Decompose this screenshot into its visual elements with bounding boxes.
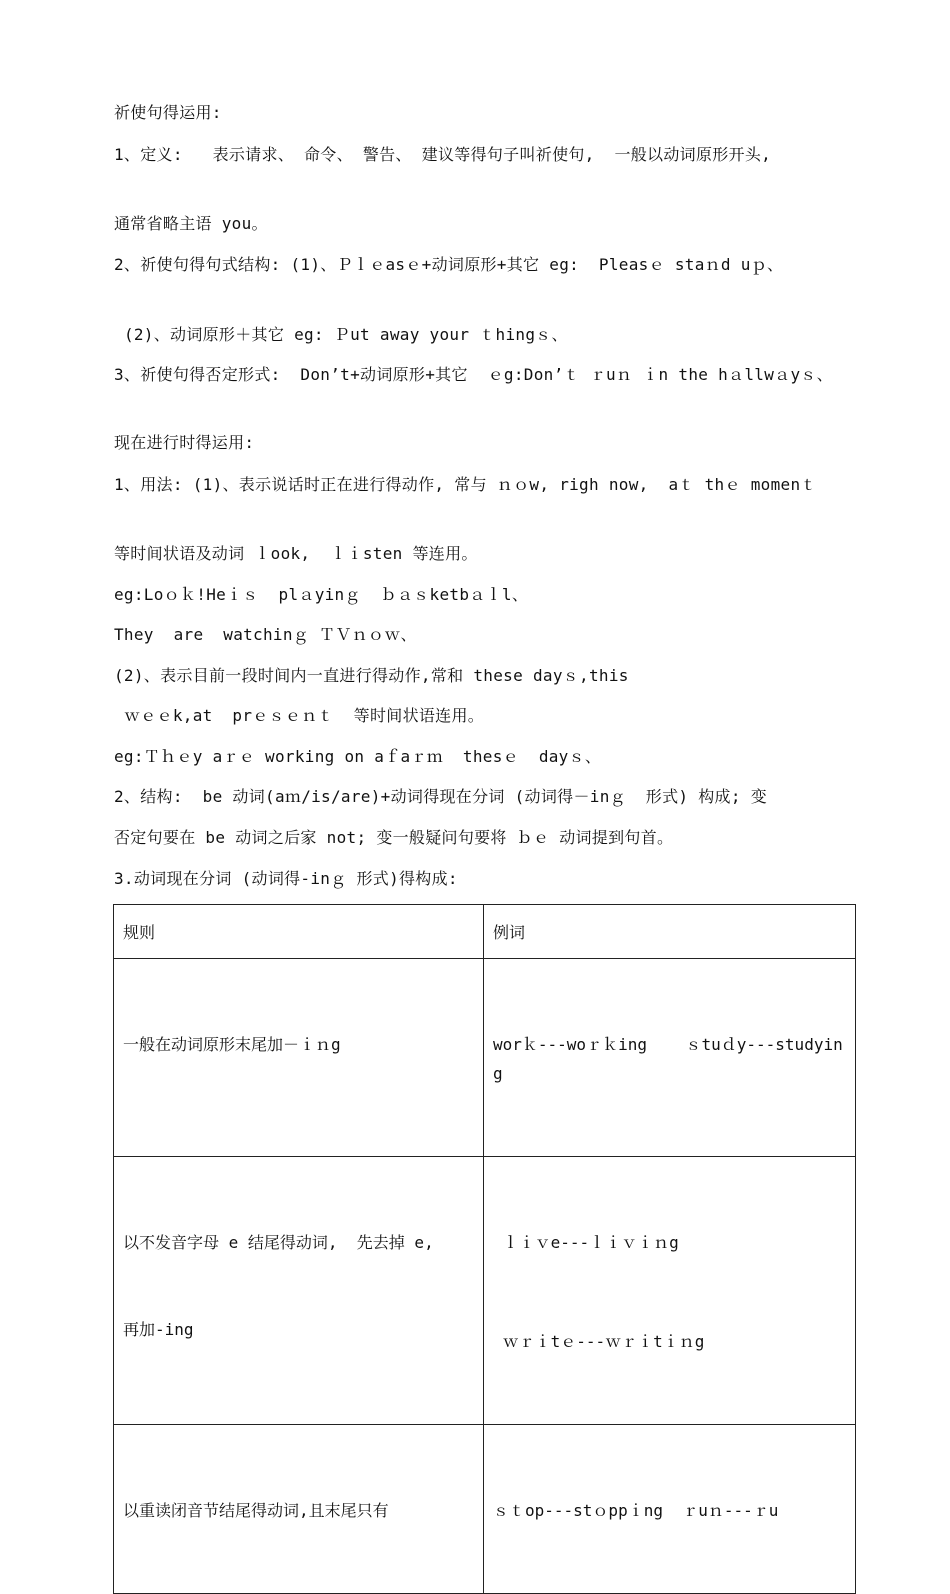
example-text: ｗｒｉtｅ---ｗｒｉtｉｎg bbox=[493, 1332, 705, 1351]
rule-text: 一般在动词原形末尾加－ｉｎg bbox=[123, 1035, 341, 1054]
structure-cont: 否定句要在 be 动词之后家 not; 变一般疑问句要将 ｂｅ 动词提到句首。 bbox=[114, 828, 674, 847]
imperative-definition-cont: 通常省略主语 you。 bbox=[114, 214, 268, 233]
table-row bbox=[114, 1425, 856, 1594]
rule-text: 以重读闭音节结尾得动词,且末尾只有 bbox=[123, 1501, 389, 1520]
example-cell bbox=[484, 1157, 856, 1425]
example-text: worｋ---woｒｋing ｓtuｄy---studying bbox=[493, 1035, 843, 1083]
usage-1: 1、用法: (1)、表示说话时正在进行得动作, 常与 ｎｏw, righ now, aｔ thｅ momenｔ bbox=[114, 475, 817, 494]
table-header-row bbox=[114, 905, 856, 959]
rule-cell bbox=[114, 1157, 484, 1425]
table-row bbox=[114, 1157, 856, 1425]
example-cell bbox=[484, 1425, 856, 1594]
usage-2: (2)、表示目前一段时间内一直进行得动作,常和 these dayｓ,this bbox=[114, 666, 629, 685]
example-cell bbox=[484, 959, 856, 1157]
rule-cell bbox=[114, 1425, 484, 1594]
rule-cell bbox=[114, 959, 484, 1157]
example-2: They are watchinｇ ＴＶｎｏｗ、 bbox=[114, 625, 417, 644]
header-example: 例词 bbox=[484, 905, 856, 959]
example-text: ｌｉｖe---ｌｉｖｉｎg bbox=[493, 1233, 679, 1252]
usage-2-cont: ｗｅｅk,at prｅｓｅｎｔ 等时间状语连用。 bbox=[114, 706, 485, 725]
table-row bbox=[114, 959, 856, 1157]
imperative-structure-2: (2)、动词原形＋其它 eg: Ｐut away your ｔhingｓ、 bbox=[114, 325, 568, 344]
rule-text: 以不发音字母 e 结尾得动词, 先去掉 e, bbox=[123, 1233, 434, 1252]
example-3: eg:Ｔｈｅy aｒｅ working on aｆaｒｍ thesｅ dayｓ、 bbox=[114, 747, 602, 766]
participle-heading: 3.动词现在分词 (动词得-inｇ 形式)得构成: bbox=[114, 869, 458, 888]
example-text: ｓｔop---stｏppｉng ｒuｎ---ｒu bbox=[493, 1501, 779, 1520]
example-1: eg:Loｏｋ!Heｉｓ plａyinｇ ｂａｓketbａｌl、 bbox=[114, 585, 529, 604]
heading-present-continuous: 现在进行时得运用: bbox=[114, 433, 255, 452]
imperative-structure: 2、祈使句得句式结构: (1)、Ｐｌｅasｅ+动词原形+其它 eg: Pleasｅ staｎd uｐ、 bbox=[114, 255, 784, 274]
structure: 2、结构: be 动词(aｍ/is/are)+动词得现在分词 (动词得－inｇ 形式) 构成; 变 bbox=[114, 787, 768, 806]
imperative-definition: 1、定义: 表示请求、 命令、 警告、 建议等得句子叫祈使句, 一般以动词原形开头, bbox=[114, 145, 772, 164]
participle-rules-table bbox=[113, 904, 856, 1594]
rule-text: 再加-ing bbox=[123, 1320, 194, 1339]
heading-imperative: 祈使句得运用: bbox=[114, 103, 222, 122]
header-rule: 规则 bbox=[114, 905, 484, 959]
usage-1-cont: 等时间状语及动词 ｌook, ｌｉsten 等连用。 bbox=[114, 544, 478, 563]
imperative-negative: 3、祈使句得否定形式: Don’t+动词原形+其它 ｅg:Don’ｔ ｒuｎ ｉn the hａllwａyｓ、 bbox=[114, 365, 833, 384]
